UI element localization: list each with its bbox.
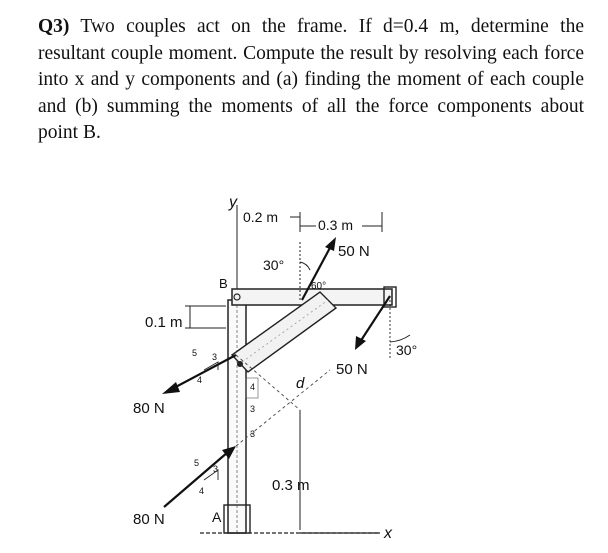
y-axis-label: y [229, 194, 237, 211]
dim-top-left-label: 0.2 m [243, 209, 279, 225]
dim-top-right-label: 0.3 m [318, 217, 354, 233]
force-top-label: 50 N [338, 243, 370, 260]
force-right-arrowhead [355, 336, 366, 350]
angle-top-inner-label: 60° [311, 281, 327, 292]
point-b-label: B [219, 276, 228, 291]
point-a-label: A [212, 509, 222, 525]
x-axis-label: x [384, 525, 392, 542]
dim-d-label: d [296, 375, 305, 392]
question-number: Q3) [38, 16, 70, 37]
inner-mark-4: 4 [250, 382, 256, 392]
inner-mark-3a: 3 [250, 404, 256, 414]
force-left-upper-line [170, 355, 236, 390]
question-text: Two couples act on the frame. If d=0.4 m, determine the resultant couple moment. Compute the result by resolving each force into x and y components and (a) finding the moment of each couple and (b) summing the moments of all the force components about point B. [38, 16, 584, 143]
dim-bottom-label: 0.3 m [272, 477, 310, 494]
angle-right-label: 30° [396, 342, 418, 358]
angle-top-outer-arc [300, 262, 310, 270]
angle-right-arc [390, 335, 410, 342]
angle-top-outer-label: 30° [263, 257, 285, 273]
force-left-upper-label: 80 N [133, 400, 165, 417]
slope-lower-5: 5 [194, 458, 200, 468]
slope-lower-4: 4 [199, 486, 205, 496]
dim-left-label: 0.1 m [145, 314, 183, 331]
brace-pin-lower [237, 361, 243, 367]
force-top-arrowhead [325, 237, 336, 251]
slope-upper-5: 5 [192, 348, 198, 358]
force-left-upper-arrowhead [162, 382, 180, 394]
inner-mark-3b: 3 [250, 429, 256, 439]
slope-lower-3: 3 [213, 464, 219, 474]
slope-upper-3: 3 [212, 352, 218, 362]
force-right-label: 50 N [336, 361, 368, 378]
slope-upper-4: 4 [197, 375, 203, 385]
force-left-lower-label: 80 N [133, 511, 165, 528]
